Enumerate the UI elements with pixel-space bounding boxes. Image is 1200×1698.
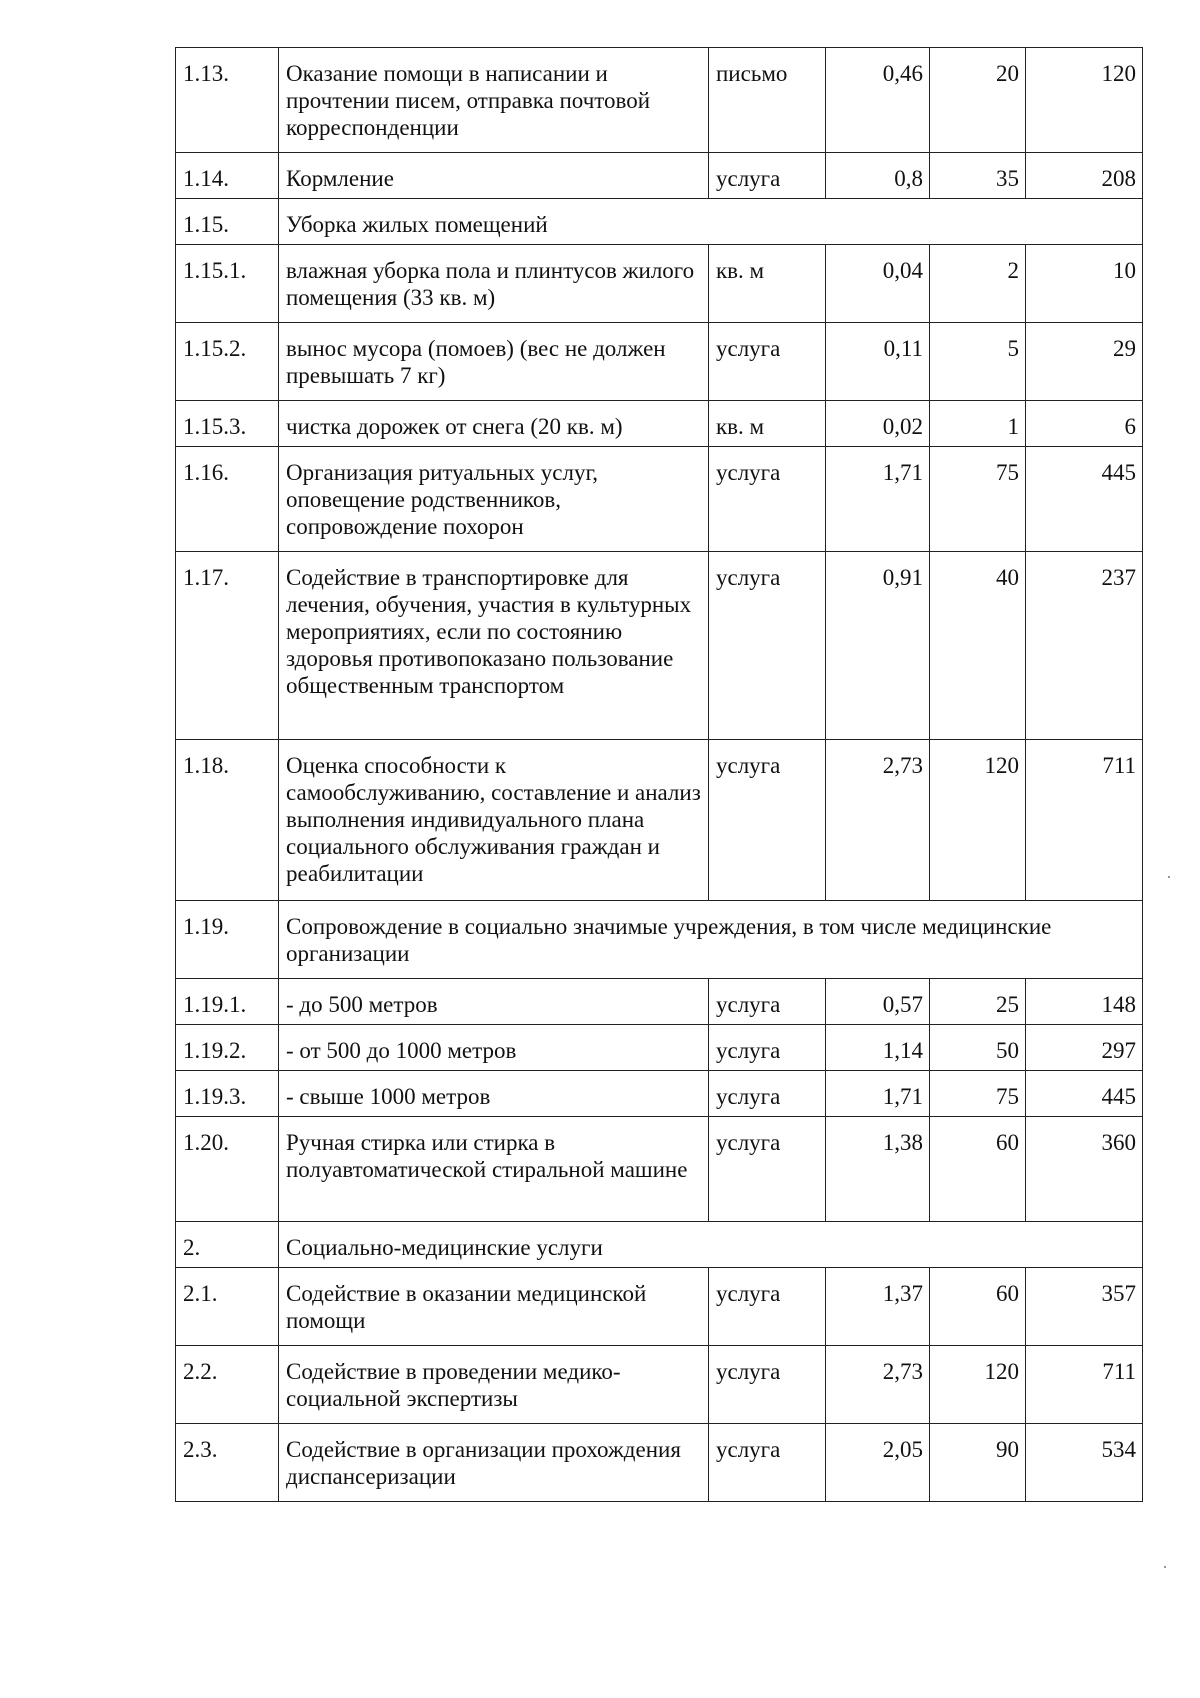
row-code-cell: 2.1. — [176, 1268, 279, 1346]
row-service-name-cell: Организация ритуальных услуг, оповещение родственников, сопровождение похорон — [279, 447, 709, 552]
row-service-name-cell: влажная уборка пола и плинтусов жилого помещения (33 кв. м) — [279, 245, 709, 323]
row-group-title-cell: Уборка жилых помещений — [279, 199, 1143, 245]
scan-speck — [1164, 1566, 1166, 1568]
table-row — [176, 979, 1143, 1025]
row-unit-cell: кв. м — [709, 245, 826, 323]
row-code-cell: 1.19. — [176, 901, 279, 979]
row-price-cell: 10 — [1026, 245, 1143, 323]
row-time-cell: 60 — [930, 1117, 1026, 1222]
table-group-row — [176, 199, 1143, 245]
row-price-cell: 148 — [1026, 979, 1143, 1025]
row-price-cell: 29 — [1026, 323, 1143, 401]
row-coefficient-cell: 0,04 — [826, 245, 930, 323]
row-service-name-cell: Содействие в оказании медицинской помощи — [279, 1268, 709, 1346]
row-price-cell: 6 — [1026, 401, 1143, 447]
row-time-cell: 5 — [930, 323, 1026, 401]
row-coefficient-cell: 1,71 — [826, 1071, 930, 1117]
row-unit-cell: услуга — [709, 1071, 826, 1117]
row-time-cell: 20 — [930, 48, 1026, 153]
row-group-title-cell: Социально-медицинские услуги — [279, 1222, 1143, 1268]
row-code-cell: 1.14. — [176, 153, 279, 199]
row-service-name-cell: вынос мусора (помоев) (вес не должен превышать 7 кг) — [279, 323, 709, 401]
row-service-name-cell: Содействие в проведении медико-социальной экспертизы — [279, 1346, 709, 1424]
row-price-cell: 360 — [1026, 1117, 1143, 1222]
row-time-cell: 50 — [930, 1025, 1026, 1071]
table-row — [176, 245, 1143, 323]
row-price-cell: 445 — [1026, 1071, 1143, 1117]
row-price-cell: 357 — [1026, 1268, 1143, 1346]
row-coefficient-cell: 0,57 — [826, 979, 930, 1025]
row-price-cell: 208 — [1026, 153, 1143, 199]
row-time-cell: 60 — [930, 1268, 1026, 1346]
row-coefficient-cell: 0,91 — [826, 552, 930, 740]
table-group-row — [176, 1222, 1143, 1268]
row-unit-cell: услуга — [709, 552, 826, 740]
row-price-cell: 711 — [1026, 1346, 1143, 1424]
row-time-cell: 75 — [930, 447, 1026, 552]
row-code-cell: 1.17. — [176, 552, 279, 740]
row-service-name-cell: Кормление — [279, 153, 709, 199]
row-unit-cell: услуга — [709, 1117, 826, 1222]
row-coefficient-cell: 1,37 — [826, 1268, 930, 1346]
row-service-name-cell: - свыше 1000 метров — [279, 1071, 709, 1117]
row-time-cell: 1 — [930, 401, 1026, 447]
row-code-cell: 1.15. — [176, 199, 279, 245]
row-time-cell: 35 — [930, 153, 1026, 199]
row-group-title-cell: Сопровождение в социально значимые учреждения, в том числе медицинские организации — [279, 901, 1143, 979]
row-time-cell: 40 — [930, 552, 1026, 740]
row-unit-cell: услуга — [709, 1424, 826, 1502]
services-tariff-table — [175, 47, 1143, 1502]
row-service-name-cell: - до 500 метров — [279, 979, 709, 1025]
row-coefficient-cell: 2,73 — [826, 740, 930, 901]
row-code-cell: 1.15.2. — [176, 323, 279, 401]
row-coefficient-cell: 2,73 — [826, 1346, 930, 1424]
row-coefficient-cell: 0,8 — [826, 153, 930, 199]
row-unit-cell: письмо — [709, 48, 826, 153]
row-unit-cell: услуга — [709, 153, 826, 199]
row-service-name-cell: Содействие в организации прохождения диспансеризации — [279, 1424, 709, 1502]
row-price-cell: 237 — [1026, 552, 1143, 740]
row-unit-cell: услуга — [709, 323, 826, 401]
table-row — [176, 740, 1143, 901]
row-code-cell: 1.15.3. — [176, 401, 279, 447]
table-row — [176, 1025, 1143, 1071]
row-coefficient-cell: 2,05 — [826, 1424, 930, 1502]
row-unit-cell: услуга — [709, 979, 826, 1025]
table-row — [176, 447, 1143, 552]
row-time-cell: 120 — [930, 1346, 1026, 1424]
table-row — [176, 1117, 1143, 1222]
row-code-cell: 2.3. — [176, 1424, 279, 1502]
row-code-cell: 1.20. — [176, 1117, 279, 1222]
row-code-cell: 2. — [176, 1222, 279, 1268]
row-coefficient-cell: 1,14 — [826, 1025, 930, 1071]
table-row — [176, 1424, 1143, 1502]
table-row — [176, 48, 1143, 153]
row-service-name-cell: Оценка способности к самообслуживанию, составление и анализ выполнения индивидуального плана социального обслуживания граждан и реабилитации — [279, 740, 709, 901]
row-service-name-cell: - от 500 до 1000 метров — [279, 1025, 709, 1071]
row-coefficient-cell: 1,38 — [826, 1117, 930, 1222]
row-unit-cell: услуга — [709, 1268, 826, 1346]
row-code-cell: 2.2. — [176, 1346, 279, 1424]
row-code-cell: 1.18. — [176, 740, 279, 901]
table-row — [176, 1346, 1143, 1424]
row-code-cell: 1.13. — [176, 48, 279, 153]
table-group-row — [176, 901, 1143, 979]
row-time-cell: 120 — [930, 740, 1026, 901]
row-unit-cell: кв. м — [709, 401, 826, 447]
table-row — [176, 323, 1143, 401]
scan-speck — [1168, 876, 1170, 878]
row-unit-cell: услуга — [709, 740, 826, 901]
row-time-cell: 2 — [930, 245, 1026, 323]
table-row — [176, 401, 1143, 447]
table-row — [176, 1268, 1143, 1346]
row-code-cell: 1.16. — [176, 447, 279, 552]
row-code-cell: 1.19.1. — [176, 979, 279, 1025]
row-unit-cell: услуга — [709, 447, 826, 552]
row-service-name-cell: Содействие в транспортировке для лечения, обучения, участия в культурных мероприятиях, если по состоянию здоровья противопоказано пользование общественным транспортом — [279, 552, 709, 740]
row-coefficient-cell: 0,11 — [826, 323, 930, 401]
row-code-cell: 1.19.2. — [176, 1025, 279, 1071]
row-service-name-cell: Оказание помощи в написании и прочтении писем, отправка почтовой корреспонденции — [279, 48, 709, 153]
table-row — [176, 552, 1143, 740]
row-price-cell: 711 — [1026, 740, 1143, 901]
row-unit-cell: услуга — [709, 1025, 826, 1071]
table-body — [176, 48, 1143, 1502]
row-time-cell: 25 — [930, 979, 1026, 1025]
row-coefficient-cell: 0,02 — [826, 401, 930, 447]
row-service-name-cell: чистка дорожек от снега (20 кв. м) — [279, 401, 709, 447]
row-code-cell: 1.19.3. — [176, 1071, 279, 1117]
table-row — [176, 153, 1143, 199]
row-time-cell: 90 — [930, 1424, 1026, 1502]
row-price-cell: 445 — [1026, 447, 1143, 552]
row-time-cell: 75 — [930, 1071, 1026, 1117]
row-code-cell: 1.15.1. — [176, 245, 279, 323]
row-price-cell: 534 — [1026, 1424, 1143, 1502]
row-coefficient-cell: 0,46 — [826, 48, 930, 153]
row-price-cell: 120 — [1026, 48, 1143, 153]
row-coefficient-cell: 1,71 — [826, 447, 930, 552]
row-service-name-cell: Ручная стирка или стирка в полуавтоматической стиральной машине — [279, 1117, 709, 1222]
row-price-cell: 297 — [1026, 1025, 1143, 1071]
table-row — [176, 1071, 1143, 1117]
row-unit-cell: услуга — [709, 1346, 826, 1424]
